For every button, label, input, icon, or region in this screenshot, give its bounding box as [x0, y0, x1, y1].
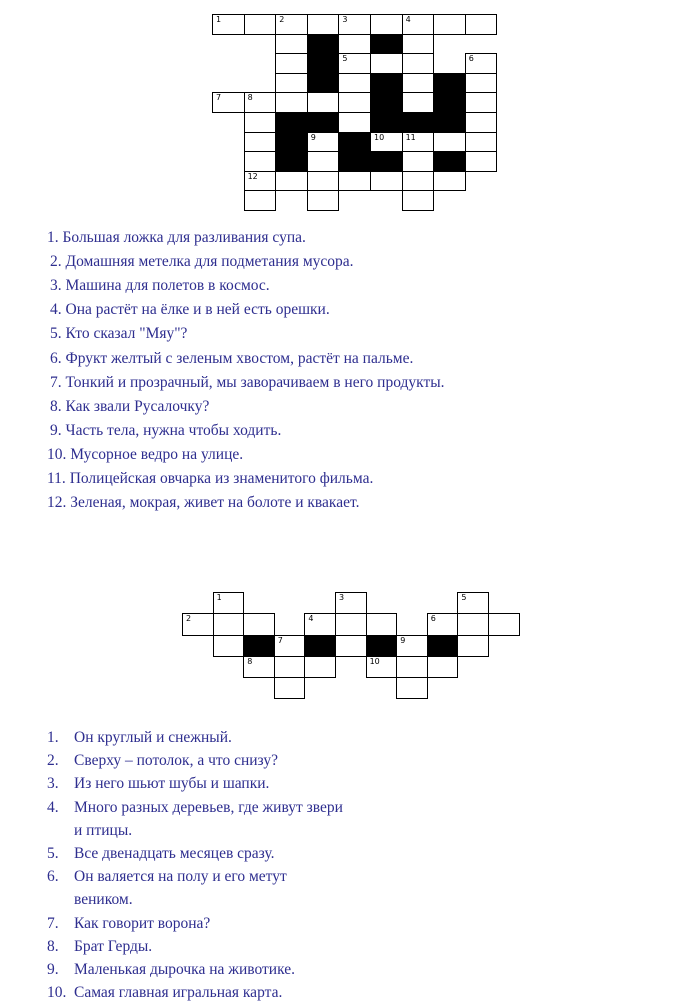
- crossword-1-clue: [50, 350, 413, 368]
- clue-text: Из него шьют шубы и шапки.: [74, 775, 270, 793]
- clue-text: Как звали Русалочку?: [61, 397, 210, 415]
- crossword-1-cell[interactable]: [402, 73, 435, 94]
- clue-text: веником.: [74, 891, 133, 909]
- crossword-2-cell[interactable]: [243, 656, 275, 678]
- crossword-1-black-cell: [370, 112, 403, 133]
- crossword-2-cell[interactable]: [366, 613, 398, 635]
- crossword-1-clue: [50, 301, 330, 319]
- crossword-2-cell[interactable]: [457, 592, 489, 614]
- crossword-1-clue: [50, 277, 270, 295]
- crossword-2-cell[interactable]: [304, 656, 336, 678]
- crossword-2-cell-number: 10: [369, 656, 380, 666]
- crossword-2-cell[interactable]: [213, 592, 245, 614]
- crossword-1-cell-number: 9: [310, 132, 316, 142]
- crossword-1-cell[interactable]: [338, 112, 371, 133]
- crossword-1-black-cell: [433, 151, 466, 172]
- clue-number: 8.: [50, 397, 62, 415]
- crossword-1-cell[interactable]: [465, 112, 498, 133]
- crossword-1-cell[interactable]: [244, 112, 277, 133]
- crossword-1-cell[interactable]: [244, 92, 277, 113]
- crossword-1-cell[interactable]: [402, 171, 435, 192]
- clue-text: Все двенадцать месяцев сразу.: [74, 845, 275, 862]
- crossword-1-cell[interactable]: [370, 53, 403, 74]
- crossword-1-cell[interactable]: [275, 92, 308, 113]
- crossword-1-cell[interactable]: [275, 73, 308, 94]
- crossword-1-cell[interactable]: [275, 171, 308, 192]
- clue-text: Много разных деревьев, где живут звери: [74, 798, 343, 816]
- crossword-1-cell[interactable]: [307, 14, 340, 35]
- crossword-2-black-cell: [366, 635, 398, 657]
- crossword-2-cell-number: 3: [339, 593, 345, 602]
- crossword-1-cell-number: 6: [468, 54, 474, 64]
- crossword-1-cell[interactable]: [307, 190, 340, 211]
- crossword-1-black-cell: [275, 132, 308, 153]
- clue-number: 2.: [50, 253, 62, 271]
- crossword-2-cell-number: 7: [277, 635, 283, 645]
- crossword-1-cell[interactable]: [465, 92, 498, 113]
- crossword-1-cell[interactable]: [307, 92, 340, 113]
- crossword-1-clue: [47, 229, 306, 247]
- crossword-1-cell[interactable]: [275, 14, 308, 35]
- crossword-1-cell[interactable]: [433, 14, 466, 35]
- clue-text: Зеленая, мокрая, живет на болоте и квакает.: [66, 494, 360, 512]
- crossword-1-clue: [47, 446, 243, 464]
- clue-text: Брат Герды.: [74, 937, 153, 955]
- clue-text: Он валяется на полу и его метут: [74, 868, 287, 886]
- crossword-1-black-cell: [307, 34, 340, 55]
- clue-text: Кто сказал "Мяу"?: [61, 325, 188, 343]
- crossword-1-clue: [47, 470, 373, 488]
- crossword-2-black-cell: [243, 635, 275, 657]
- clue-text: Мусорное ведро на улице.: [66, 445, 244, 463]
- crossword-1-clue: [50, 374, 445, 392]
- crossword-1-cell[interactable]: [465, 14, 498, 35]
- crossword-2-cell-number: 1: [216, 593, 222, 602]
- crossword-1-cell-number: 2: [279, 15, 285, 24]
- crossword-1-cell[interactable]: [402, 53, 435, 74]
- crossword-2-cell[interactable]: [213, 613, 245, 635]
- crossword-2-cell[interactable]: [457, 613, 489, 635]
- crossword-2-cell-number: 4: [308, 614, 314, 624]
- clue-text: Полицейская овчарка из знаменитого фильма.: [65, 470, 374, 487]
- crossword-1-cell[interactable]: [212, 14, 245, 35]
- crossword-1-clue: [50, 253, 354, 271]
- crossword-1-black-cell: [433, 112, 466, 133]
- crossword-1-black-cell: [370, 34, 403, 55]
- clue-number: 5.: [47, 845, 59, 862]
- crossword-1-black-cell: [275, 151, 308, 172]
- crossword-1-cell[interactable]: [307, 171, 340, 192]
- clue-number: 3.: [50, 277, 62, 295]
- crossword-1-cell[interactable]: [307, 132, 340, 153]
- crossword-1-cell[interactable]: [338, 14, 371, 35]
- clue-number: 1.: [47, 229, 59, 246]
- clue-text: Маленькая дырочка на животике.: [74, 961, 295, 978]
- crossword-2-cell[interactable]: [274, 656, 306, 678]
- crossword-1-cell[interactable]: [307, 151, 340, 172]
- crossword-1-cell[interactable]: [465, 151, 498, 172]
- clue-text: Он круглый и снежный.: [74, 729, 232, 746]
- crossword-1-cell-number: 3: [342, 15, 348, 24]
- crossword-2-cell[interactable]: [335, 635, 367, 657]
- crossword-1-cell-number: 10: [374, 132, 385, 142]
- clue-text: Тонкий и прозрачный, мы заворачиваем в него продукты.: [61, 373, 445, 391]
- clue-number: 9.: [50, 421, 62, 439]
- crossword-1-black-cell: [370, 73, 403, 94]
- crossword-1-cell[interactable]: [338, 34, 371, 55]
- crossword-1-black-cell: [307, 73, 340, 94]
- crossword-1-cell[interactable]: [244, 190, 277, 211]
- crossword-2-cell-number: 6: [430, 614, 436, 624]
- crossword-1-cell[interactable]: [244, 151, 277, 172]
- crossword-2-cell-number: 2: [186, 614, 192, 624]
- crossword-1-clue: [47, 494, 359, 512]
- crossword-2-cell[interactable]: [213, 635, 245, 657]
- crossword-1-cell[interactable]: [465, 53, 498, 74]
- crossword-2-cell[interactable]: [274, 677, 306, 699]
- clue-text: Она растёт на ёлке и в ней есть орешки.: [61, 301, 330, 319]
- crossword-1-black-cell: [338, 132, 371, 153]
- crossword-1-clue: [50, 422, 281, 440]
- clue-number: 6.: [47, 868, 59, 886]
- crossword-1-cell[interactable]: [402, 151, 435, 172]
- clue-number: 4.: [50, 301, 62, 319]
- crossword-1-black-cell: [307, 112, 340, 133]
- crossword-1-cell[interactable]: [275, 34, 308, 55]
- clue-text: Как говорит ворона?: [74, 914, 211, 932]
- crossword-2-black-cell: [427, 635, 459, 657]
- crossword-1-cell-number: 4: [405, 15, 411, 24]
- crossword-2-cell[interactable]: [396, 635, 428, 657]
- crossword-1-cell[interactable]: [338, 53, 371, 74]
- crossword-2-cell[interactable]: [243, 613, 275, 635]
- crossword-1-cell-number: 1: [216, 15, 222, 24]
- crossword-1-cell[interactable]: [370, 14, 403, 35]
- crossword-1-black-cell: [275, 112, 308, 133]
- crossword-2-cell-number: 9: [400, 635, 406, 645]
- crossword-2-cell[interactable]: [182, 613, 214, 635]
- crossword-1-cell[interactable]: [370, 132, 403, 153]
- crossword-1-cell-number: 8: [247, 93, 253, 103]
- crossword-1-cell[interactable]: [433, 171, 466, 192]
- clue-text: Сверху – потолок, а что снизу?: [74, 752, 278, 770]
- crossword-2-cell[interactable]: [427, 613, 459, 635]
- clue-text: Домашняя метелка для подметания мусора.: [61, 253, 354, 271]
- crossword-1-cell[interactable]: [212, 92, 245, 113]
- crossword-2-cell[interactable]: [396, 677, 428, 699]
- crossword-1-clue: [50, 398, 209, 416]
- clue-number: 7.: [50, 373, 62, 391]
- crossword-2-black-cell: [304, 635, 336, 657]
- clue-number: 3.: [47, 775, 59, 793]
- clue-number: 7.: [47, 914, 59, 932]
- crossword-1-black-cell: [433, 92, 466, 113]
- clue-text: Фрукт желтый с зеленым хвостом, растёт на пальме.: [61, 349, 414, 367]
- clue-number: 8.: [47, 937, 59, 955]
- clue-number: 10.: [47, 984, 67, 1002]
- clue-text: Часть тела, нужна чтобы ходить.: [61, 421, 282, 439]
- crossword-1-cell[interactable]: [402, 14, 435, 35]
- clue-number: 12.: [47, 494, 67, 512]
- clue-text: Машина для полетов в космос.: [61, 277, 270, 295]
- crossword-2-cell[interactable]: [304, 613, 336, 635]
- crossword-2-cell[interactable]: [488, 613, 520, 635]
- crossword-1-cell[interactable]: [244, 171, 277, 192]
- crossword-1-black-cell: [338, 151, 371, 172]
- crossword-2-cell-number: 5: [461, 593, 467, 602]
- crossword-2-cell[interactable]: [427, 656, 459, 678]
- crossword-1-cell[interactable]: [402, 34, 435, 55]
- clue-text: Большая ложка для разливания супа.: [58, 229, 306, 246]
- clue-number: 2.: [47, 752, 59, 770]
- crossword-1-cell[interactable]: [433, 132, 466, 153]
- crossword-1-cell[interactable]: [402, 132, 435, 153]
- crossword-1-cell-number: 7: [216, 93, 222, 103]
- clue-number: 4.: [47, 798, 59, 816]
- crossword-1-cell[interactable]: [338, 73, 371, 94]
- crossword-1-black-cell: [370, 151, 403, 172]
- crossword-1-cell-number: 5: [342, 54, 348, 64]
- crossword-2-cell[interactable]: [335, 592, 367, 614]
- crossword-2-cell[interactable]: [457, 635, 489, 657]
- crossword-1-cell-number: 12: [247, 171, 258, 181]
- crossword-1-black-cell: [433, 73, 466, 94]
- crossword-1-cell[interactable]: [338, 92, 371, 113]
- crossword-1-cell-number: 11: [405, 132, 416, 142]
- clue-number: 1.: [47, 729, 59, 746]
- crossword-1-cell[interactable]: [244, 14, 277, 35]
- crossword-1-cell[interactable]: [402, 92, 435, 113]
- crossword-1-cell[interactable]: [244, 132, 277, 153]
- crossword-1-black-cell: [402, 112, 435, 133]
- crossword-1-black-cell: [370, 92, 403, 113]
- clue-number: 10.: [47, 445, 67, 463]
- crossword-2-cell[interactable]: [335, 613, 367, 635]
- clue-number: 6.: [50, 349, 62, 367]
- clue-number: 5.: [50, 325, 62, 343]
- crossword-1-cell[interactable]: [465, 73, 498, 94]
- crossword-1-cell[interactable]: [275, 53, 308, 74]
- crossword-1-cell[interactable]: [370, 171, 403, 192]
- crossword-2-cell[interactable]: [366, 656, 398, 678]
- crossword-1-clue: [50, 325, 187, 343]
- clue-number: 11.: [47, 470, 66, 487]
- crossword-2-cell[interactable]: [396, 656, 428, 678]
- crossword-2-cell-number: 8: [247, 656, 253, 666]
- crossword-1-cell[interactable]: [402, 190, 435, 211]
- crossword-1-cell[interactable]: [338, 171, 371, 192]
- crossword-1-black-cell: [307, 53, 340, 74]
- crossword-1-cell[interactable]: [465, 132, 498, 153]
- crossword-2-cell[interactable]: [274, 635, 306, 657]
- clue-text: Самая главная игральная карта.: [74, 984, 283, 1002]
- clue-text: и птицы.: [74, 821, 133, 839]
- clue-number: 9.: [47, 961, 59, 978]
